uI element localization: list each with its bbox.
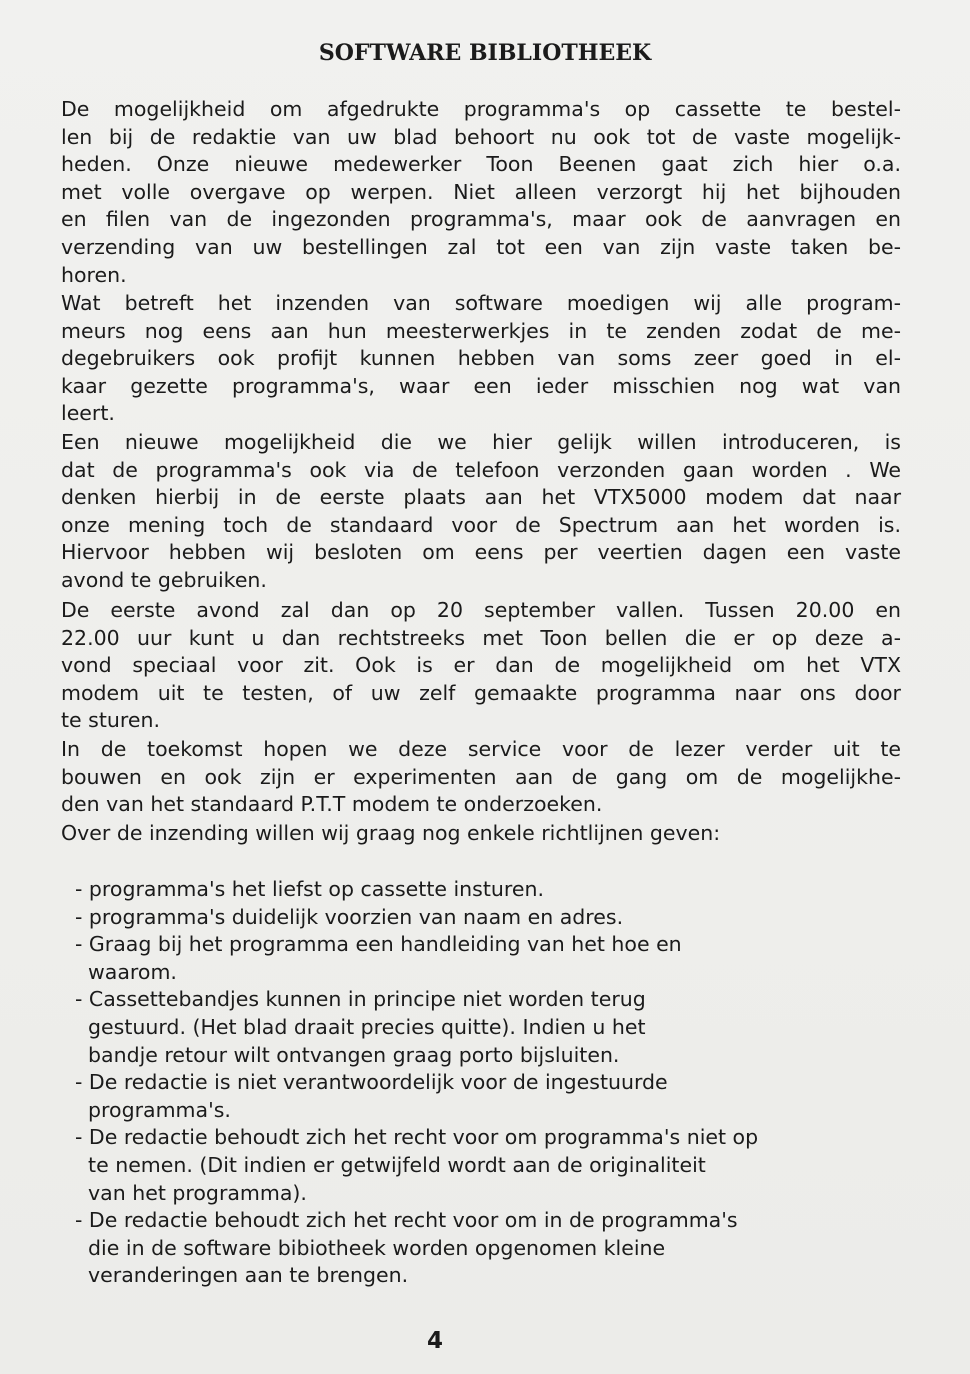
page-number: 4 [426,1328,443,1354]
list-item-continuation: veranderingen aan te brengen. [75,1263,409,1288]
text-line: avond te gebruiken. [61,567,267,592]
list-item-continuation: van het programma). [75,1180,307,1205]
list-item-continuation: programma's. [75,1097,231,1122]
text-line: te sturen. [61,708,160,733]
list-item: - programma's het liefst op cassette insturen. [75,877,544,901]
text-line: met volle overgave op werpen. Niet alleen verzorgt hij het bijhouden [61,179,901,204]
list-item-continuation: bandje retour wilt ontvangen graag porto bijsluiten. [75,1042,620,1067]
list-item-continuation: die in de software bibiotheek worden opgenomen kleine [75,1235,666,1260]
text-line: heden. Onze nieuwe medewerker Toon Beenen gaat zich hier o.a. [61,152,901,177]
text-line: Hiervoor hebben wij besloten om eens per veertien dagen een vaste [61,540,901,565]
paragraph-telephone [61,429,901,595]
list-item: - De redactie is niet verantwoordelijk voor de ingestuurde [75,1070,668,1095]
text-line: vond speciaal voor zit. Ook is er dan de mogelijkheid om het VTX [61,653,901,678]
list-item-continuation: waarom. [75,959,177,984]
text-line: onze mening toch de standaard voor de Spectrum aan het worden is. [61,512,901,537]
text-line: In de toekomst hopen we deze service voor de lezer verder uit te [61,737,901,761]
text-line: bouwen en ook zijn er experimenten aan de gang om de mogelijkhe- [61,764,901,789]
text-line: De eerste avond zal dan op 20 september vallen. Tussen 20.00 en [61,598,901,622]
text-line: kaar gezette programma's, waar een ieder misschien nog wat van [61,373,901,398]
text-line: leert. [61,401,115,426]
text-line: 22.00 uur kunt u dan rechtstreeks met Toon bellen die er op deze a- [61,625,901,650]
text-line: horen. [61,262,127,287]
text-line: den van het standaard P.T.T modem te onderzoeken. [61,792,603,817]
list-item: - programma's duidelijk voorzien van naam en adres. [75,904,624,929]
text-line: Wat betreft het inzenden van software moedigen wij alle program- [61,291,901,315]
paragraph-guidelines-intro [61,820,901,848]
text-line: dat de programma's ook via de telefoon verzonden gaan worden . We [61,457,901,482]
text-line: en filen van de ingezonden programma's, maar ook de aanvragen en [61,207,901,232]
list-item: - De redactie behoudt zich het recht voor om programma's niet op [75,1125,759,1150]
text-line: denken hierbij in de eerste plaats aan het VTX5000 modem dat naar [61,485,901,510]
paragraph-submitting [61,290,901,428]
paragraph-intro [61,96,901,289]
text-line: meurs nog eens aan hun meesterwerkjes in te zenden zodat de me- [61,318,901,343]
text-line: len bij de redaktie van uw blad behoort nu ook tot de vaste mogelijk- [61,124,901,149]
text-line: degebruikers ook profijt kunnen hebben van soms zeer goed in el- [61,346,901,371]
text-line: De mogelijkheid om afgedrukte programma's op cassette te bestel- [61,97,901,121]
page-title: SOFTWARE BIBLIOTHEEK [318,40,652,66]
text-line: Een nieuwe mogelijkheid die we hier gelijk willen introduceren, is [61,430,901,454]
paragraph-future [61,736,901,819]
text-line: verzending van uw bestellingen zal tot een van zijn vaste taken be- [61,234,901,259]
list-item: - Graag bij het programma een handleiding van het hoe en [75,932,682,957]
paragraph-first-evening [61,597,901,735]
list-item: - De redactie behoudt zich het recht voor om in de programma's [75,1208,738,1233]
list-item: - Cassettebandjes kunnen in principe niet worden terug [75,987,646,1012]
text-line: Over de inzending willen wij graag nog enkele richtlijnen geven: [61,821,721,845]
list-item-continuation: te nemen. (Dit indien er getwijfeld wordt aan de originaliteit [75,1152,706,1177]
list-item-continuation: gestuurd. (Het blad draait precies quitte). Indien u het [75,1014,646,1039]
guidelines-list [75,876,895,1290]
text-line: modem uit te testen, of uw zelf gemaakte programma naar ons door [61,680,901,705]
